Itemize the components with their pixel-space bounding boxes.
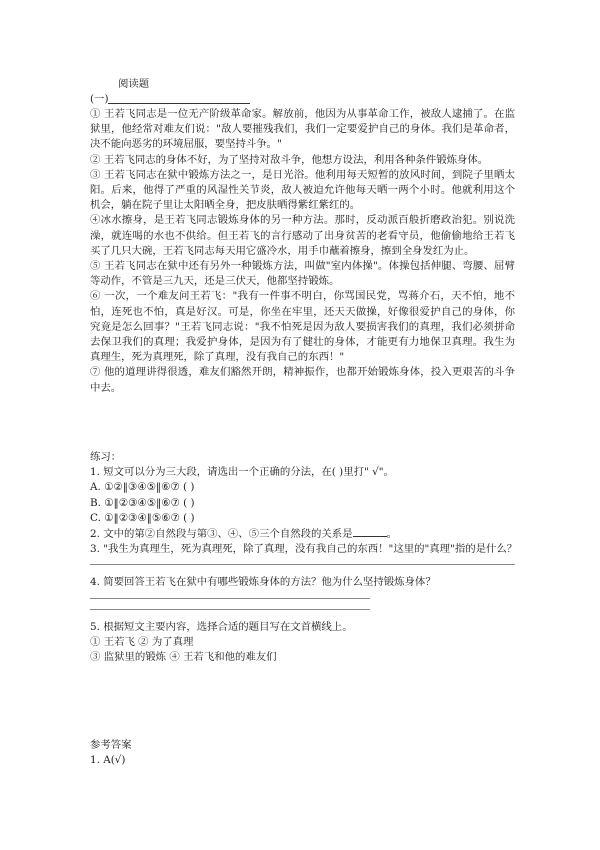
question-1-option-a[interactable]: A. ①②‖③④⑤‖⑥⑦ ( ) xyxy=(90,481,195,494)
paragraph-6: ⑥ 一次，一个难友问王若飞："我有一件事不明白，你骂国民党，骂蒋介石，天不怕，地不怕，连死也不怕，真是好汉。可是，你坐在牢里，还天天做操，好像很爱护自己的身体，你究竟是怎么回事？"王若飞同志说："我不怕死是因为敌人要损害我们的真理，我们必须拼命去保卫我们的真理；我爱护身体，是因为有了健壮的身体，才能更有力地保卫真理。我生为真理生，死为真理死，除了真理，没有我自己的东西！" xyxy=(90,290,515,364)
question-5: 5. 根据短文主要内容，选择合适的题目写在文首横线上。 xyxy=(90,620,353,633)
question-1-option-c[interactable]: C. ①‖②③④‖⑤⑥⑦ ( ) xyxy=(90,511,195,524)
question-1-option-b[interactable]: B. ①‖②③④⑤‖⑥⑦ ( ) xyxy=(90,496,195,509)
paragraph-3: ③ 王若飞同志在狱中锻炼方法之一，是日光浴。他利用每天短暂的放风时间，到院子里晒太阳。后来，他得了严重的风湿性关节炎，敌人被迫允许他每天晒一两个小时。他就利用这个机会，躺在院子里让太阳晒全身，把皮肤晒得紫红紫红的。 xyxy=(90,168,515,212)
question-2 xyxy=(90,526,515,542)
exercises-section xyxy=(90,450,518,665)
page-title: 阅读题 xyxy=(118,78,150,90)
title-answer-blank[interactable] xyxy=(108,103,250,104)
question-4: 4. 简要回答王若飞在狱中有哪些锻炼身体的方法？他为什么坚持锻炼身体？ xyxy=(90,576,436,589)
question-2-end: 。 xyxy=(386,528,397,541)
section-mark: (一) xyxy=(90,93,109,105)
question-4-answer-line-1[interactable] xyxy=(90,598,370,599)
paragraph-1: ① 王若飞同志是一位无产阶级革命家。解放前，他因为从事革命工作，被敌人逮捕了。在监狱里，他经常对难友们说："敌人要摧残我们，我们一定要爱护自己的身体。我们是革命者，决不能向恶劣的环境屈服，要坚持斗争。" xyxy=(90,108,515,151)
paragraph-4: ④冰水擦身，是王若飞同志锻炼身体的另一种方法。那时，反动派百般折磨政治犯。别说洗澡，就连喝的水也不供给。但王若飞的言行感动了出身贫苦的老看守员，他偷偷地给王若飞买了几只大碗，王若飞同志每天用它盛冷水，用手巾蘸着擦身，擦到全身发红为止。 xyxy=(90,214,515,257)
question-5-options-2: ③ 监狱里的锻炼 ④ 王若飞和他的难友们 xyxy=(90,651,277,664)
question-1: 1. 短文可以分为三大段，请选出一个正确的分法，在( )里打" √"。 xyxy=(90,466,394,479)
question-3: 3. "我生为真理生，死为真理死，除了真理，没有我自己的东西！"这里的"真理"指的是什么？ xyxy=(90,543,518,556)
paragraph-5: ⑤ 王若飞同志在狱中还有另外一种锻炼方法，叫做"室内体操"。体操包括伸腿、弯腰、屈臂等动作，不管是三九天，还是三伏天，他都坚持锻炼。 xyxy=(90,260,515,288)
question-2-text: 2. 文中的第②自然段与第③、④、⑤三个自然段的关系是 xyxy=(90,528,353,541)
reading-passage xyxy=(90,107,515,396)
exercises-heading: 练习： xyxy=(90,451,122,463)
question-3-answer-line[interactable] xyxy=(90,564,515,565)
question-2-blank[interactable] xyxy=(353,526,387,537)
answer-1: 1. A(√) xyxy=(90,754,126,767)
answer-key-heading: 参考答案 xyxy=(90,739,132,751)
question-5-options-1: ① 王若飞 ② 为了真理 xyxy=(90,635,194,648)
paragraph-7: ⑦ 他的道理讲得很透，难友们豁然开朗，精神振作，也都开始锻炼身体，投入更艰苦的斗争中去。 xyxy=(90,366,515,394)
question-4-answer-line-2[interactable] xyxy=(90,609,370,610)
paragraph-2: ② 王若飞同志的身体不好，为了坚持对敌斗争，他想方设法，利用各种条件锻炼身体。 xyxy=(90,153,489,166)
answer-key xyxy=(90,738,515,768)
